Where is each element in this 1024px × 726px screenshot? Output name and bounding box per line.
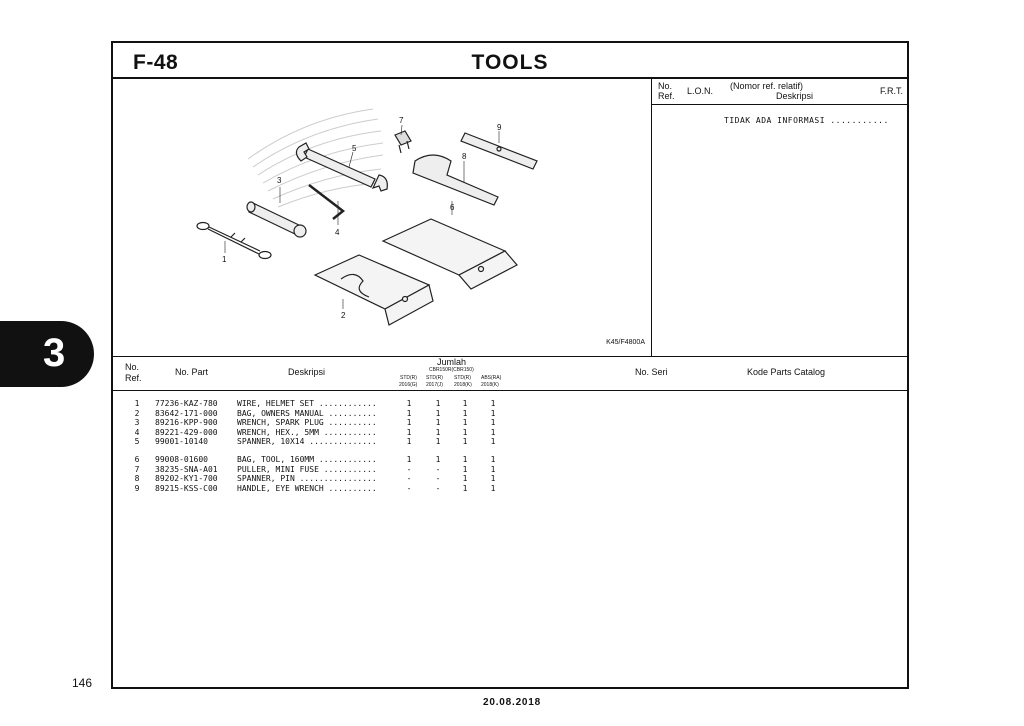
col-variant-2: STD(R) <box>426 375 443 381</box>
section-code: F-48 <box>133 51 179 74</box>
row-description: HANDLE, EYE WRENCH .......... <box>237 483 377 493</box>
ref-col-desc: Deskripsi <box>776 91 814 101</box>
col-year-1: 2016(G) <box>399 382 418 388</box>
callout-7: 7 <box>399 116 404 125</box>
row-qty-1: 1 <box>406 427 412 437</box>
row-part-number: 99008-01600 <box>155 454 208 464</box>
row-part-number: 89216-KPP-900 <box>155 418 218 428</box>
col-no: No. <box>125 362 140 372</box>
row-part-number: 77236-KAZ-780 <box>155 399 218 408</box>
illustration-code: K45/F4800A <box>606 339 645 346</box>
row-description: BAG, TOOL, 160MM ............ <box>237 454 377 464</box>
row-qty-2: 1 <box>435 454 441 464</box>
row-description: WRENCH, SPARK PLUG .......... <box>237 418 377 428</box>
row-qty-4: 1 <box>490 427 496 437</box>
row-part-number: 99001-10140 <box>155 437 208 447</box>
parts-illustration <box>113 79 652 357</box>
table-row <box>113 465 907 475</box>
row-qty-2: - <box>435 483 441 493</box>
row-qty-4: 1 <box>490 474 496 484</box>
row-qty-4: 1 <box>490 454 496 464</box>
row-qty-4: 1 <box>490 437 496 447</box>
row-qty-3: 1 <box>462 437 468 447</box>
table-row <box>113 399 907 409</box>
row-qty-4: 1 <box>490 483 496 493</box>
row-ref: 3 <box>134 418 140 428</box>
owners-manual-bag-icon <box>315 255 433 325</box>
row-qty-2: 1 <box>435 437 441 447</box>
parts-table-body <box>113 399 907 493</box>
row-ref: 8 <box>134 474 140 484</box>
row-qty-3: 1 <box>462 454 468 464</box>
row-qty-3: 1 <box>462 427 468 437</box>
fuse-puller-icon <box>395 131 411 153</box>
row-qty-4: 1 <box>490 464 496 474</box>
row-qty-1: 1 <box>406 437 412 447</box>
callout-6: 6 <box>450 203 455 212</box>
callout-3: 3 <box>277 176 282 185</box>
section-tab-number: 3 <box>43 331 66 375</box>
callout-5: 5 <box>352 144 357 153</box>
col-variant-4: ABS(RA) <box>481 375 502 381</box>
callout-4: 4 <box>335 228 340 237</box>
parts-table-header <box>113 357 907 391</box>
ref-col-desc-top: (Nomor ref. relatif) <box>730 81 804 91</box>
col-jumlah: Jumlah <box>437 357 467 367</box>
exploded-view-drawing <box>113 79 651 356</box>
section-tab <box>0 321 94 387</box>
table-row <box>113 455 907 465</box>
table-row <box>113 437 907 447</box>
col-year-3: 2018(K) <box>454 382 472 388</box>
row-description: SPANNER, 10X14 .............. <box>237 437 377 447</box>
row-qty-1: 1 <box>406 418 412 428</box>
col-kode-parts-catalog: Kode Parts Catalog <box>747 367 826 377</box>
pin-spanner-icon <box>413 155 498 205</box>
row-qty-3: 1 <box>462 418 468 428</box>
ref-col-frt: F.R.T. <box>880 86 904 96</box>
row-qty-1: 1 <box>406 454 412 464</box>
row-qty-2: - <box>435 474 441 484</box>
page-number: 146 <box>72 676 93 690</box>
row-description: SPANNER, PIN ................ <box>237 474 377 484</box>
row-ref: 6 <box>134 454 140 464</box>
row-qty-1: 1 <box>406 408 412 418</box>
row-description: WIRE, HELMET SET ............ <box>237 399 377 408</box>
row-qty-2: 1 <box>435 399 441 408</box>
row-qty-3: 1 <box>462 474 468 484</box>
row-qty-2: - <box>435 464 441 474</box>
row-part-number: 83642-171-000 <box>155 408 218 418</box>
col-model-group: CBR150R(CBR150) <box>429 367 474 373</box>
page-header <box>113 43 907 79</box>
reference-panel <box>652 79 907 357</box>
col-no-part: No. Part <box>175 367 209 377</box>
reference-panel-header <box>652 79 907 105</box>
row-qty-1: - <box>406 483 412 493</box>
page-title: TOOLS <box>471 51 549 74</box>
table-row <box>113 409 907 419</box>
row-qty-1: - <box>406 474 412 484</box>
row-ref: 7 <box>134 464 140 474</box>
row-qty-2: 1 <box>435 408 441 418</box>
row-qty-3: 1 <box>462 483 468 493</box>
row-qty-4: 1 <box>490 418 496 428</box>
row-ref: 1 <box>134 399 140 408</box>
row-part-number: 89202-KY1-700 <box>155 474 218 484</box>
catalog-page-frame <box>111 41 909 689</box>
table-row <box>113 428 907 438</box>
row-group-gap <box>113 447 907 455</box>
col-year-2: 2017(J) <box>426 382 443 388</box>
row-description: PULLER, MINI FUSE ........... <box>237 464 377 474</box>
print-date: 20.08.2018 <box>482 697 542 708</box>
col-variant-1: STD(R) <box>400 375 417 381</box>
row-description: BAG, OWNERS MANUAL .......... <box>237 408 377 418</box>
ref-col-lon: L.O.N. <box>687 86 714 96</box>
row-part-number: 89215-KSS-C00 <box>155 483 218 493</box>
table-row <box>113 418 907 428</box>
no-information-note: TIDAK ADA INFORMASI ........... <box>724 116 889 125</box>
col-deskripsi: Deskripsi <box>288 367 326 377</box>
row-qty-1: - <box>406 464 412 474</box>
helmet-wire-icon <box>197 223 271 259</box>
col-variant-3: STD(R) <box>454 375 471 381</box>
callout-9: 9 <box>497 123 502 132</box>
row-qty-4: 1 <box>490 408 496 418</box>
row-description: WRENCH, HEX., 5MM ........... <box>237 427 377 437</box>
row-qty-1: 1 <box>406 399 412 408</box>
ref-col-no: No. <box>658 81 673 91</box>
col-year-4: 2018(K) <box>481 382 499 388</box>
table-row <box>113 484 907 494</box>
ref-col-ref: Ref. <box>658 91 675 101</box>
row-qty-2: 1 <box>435 427 441 437</box>
table-row <box>113 474 907 484</box>
row-ref: 2 <box>134 408 140 418</box>
row-part-number: 38235-SNA-A01 <box>155 464 218 474</box>
col-ref: Ref. <box>125 373 142 383</box>
row-qty-2: 1 <box>435 418 441 428</box>
row-ref: 4 <box>134 427 140 437</box>
callout-1: 1 <box>222 255 227 264</box>
row-ref: 9 <box>134 483 140 493</box>
row-qty-3: 1 <box>462 464 468 474</box>
callout-2: 2 <box>341 311 346 320</box>
col-no-seri: No. Seri <box>635 367 668 377</box>
row-qty-3: 1 <box>462 408 468 418</box>
callout-8: 8 <box>462 152 467 161</box>
row-part-number: 89221-429-000 <box>155 427 218 437</box>
row-qty-3: 1 <box>462 399 468 408</box>
spark-plug-wrench-icon <box>247 202 306 237</box>
row-ref: 5 <box>134 437 140 447</box>
row-qty-4: 1 <box>490 399 496 408</box>
